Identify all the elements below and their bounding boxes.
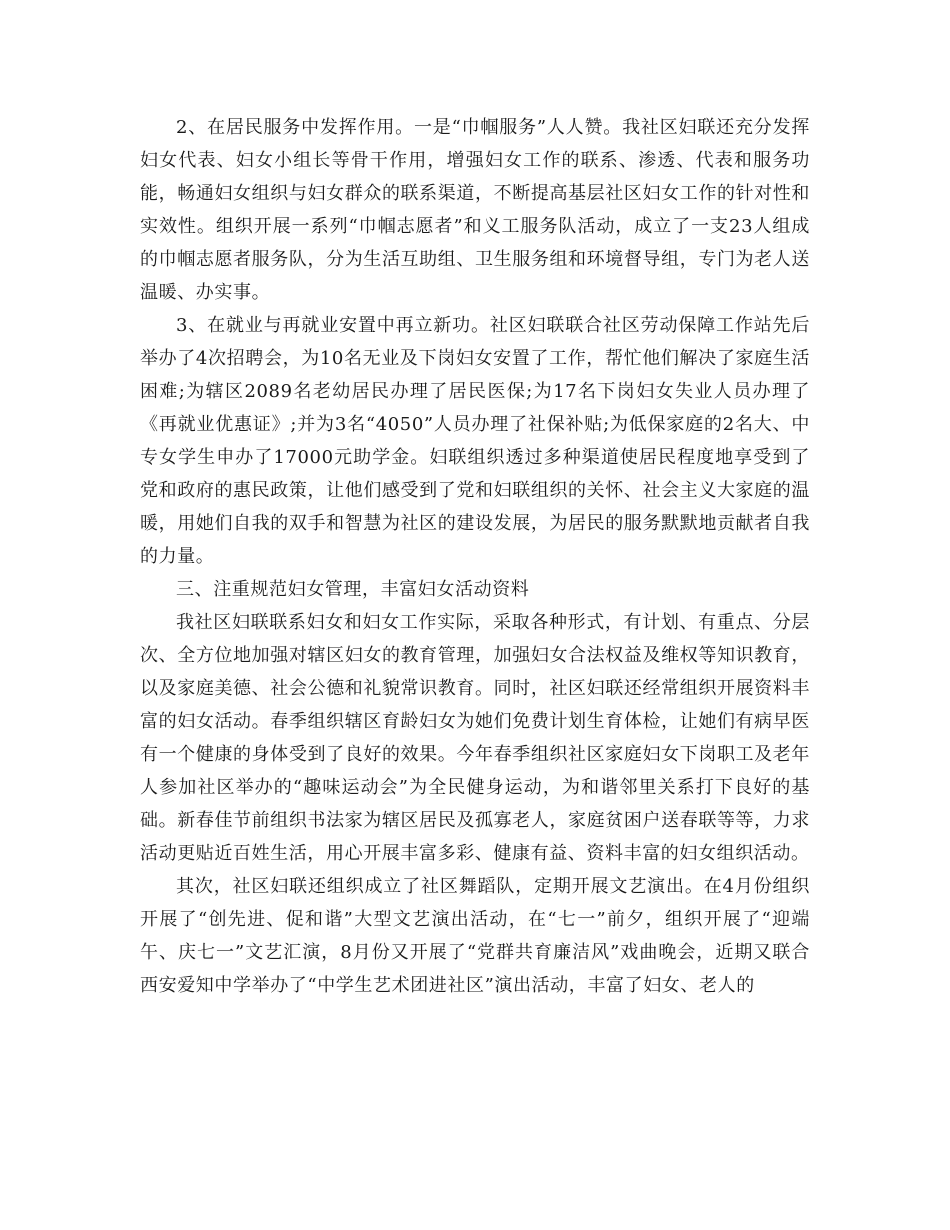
paragraph-employment: 3、在就业与再就业安置中再立新功。社区妇联联合社区劳动保障工作站先后举办了4次招聘会，为10名无业及下岗妇女安置了工作，帮忙他们解决了家庭生活困难;为辖区2089名老幼居民办理了居民医保;为17名下岗妇女失业人员办理了《再就业优惠证》;并为3名“4050”人员办理了社保补贴;为低保家庭的2名大、中专女学生申办了17000元助学金。妇联组织透过多种渠道使居民程度地享受到了党和政府的惠民政策，让他们感受到了党和妇联组织的关怀、社会主义大家庭的温暖，用她们自我的双手和智慧为社区的建设发展，为居民的服务默默地贡献者自我的力量。 [140, 315, 810, 567]
paragraph-dance-team: 其次，社区妇联还组织成立了社区舞蹈队，定期开展文艺演出。在4月份组织开展了“创先进、促和谐”大型文艺演出活动，在“七一”前夕，组织开展了“迎端午、庆七一”文艺汇演，8月份又开展了“党群共育廉洁风”戏曲晚会，近期又联合西安爱知中学举办了“中学生艺术团进社区”演出活动，丰富了妇女、老人的 [140, 876, 810, 996]
section-heading: 三、注重规范妇女管理，丰富妇女活动资料 [176, 579, 530, 600]
paragraph-resident-service: 2、在居民服务中发挥作用。一是“巾帼服务”人人赞。我社区妇联还充分发挥妇女代表、妇女小组长等骨干作用，增强妇女工作的联系、渗透、代表和服务功能，畅通妇女组织与妇女群众的联系渠道，不断提高基层社区妇女工作的针对性和实效性。组织开展一系列“巾帼志愿者”和义工服务队活动，成立了一支23人组成的巾帼志愿者服务队，分为生活互助组、卫生服务组和环境督导组，专门为老人送温暖、办实事。 [140, 117, 810, 303]
paragraph-women-management: 我社区妇联联系妇女和妇女工作实际，采取各种形式，有计划、有重点、分层次、全方位地加强对辖区妇女的教育管理，加强妇女合法权益及维权等知识教育，以及家庭美德、社会公德和礼貌常识教育。同时，社区妇联还经常组织开展资料丰富的妇女活动。春季组织辖区育龄妇女为她们免费计划生育体检，让她们有病早医有一个健康的身体受到了良好的效果。今年春季组织社区家庭妇女下岗职工及老年人参加社区举办的“趣味运动会”为全民健身运动，为和谐邻里关系打下良好的基础。新春佳节前组织书法家为辖区居民及孤寡老人，家庭贫困户送春联等等，力求活动更贴近百姓生活，用心开展丰富多彩、健康有益、资料丰富的妇女组织活动。 [140, 612, 810, 864]
